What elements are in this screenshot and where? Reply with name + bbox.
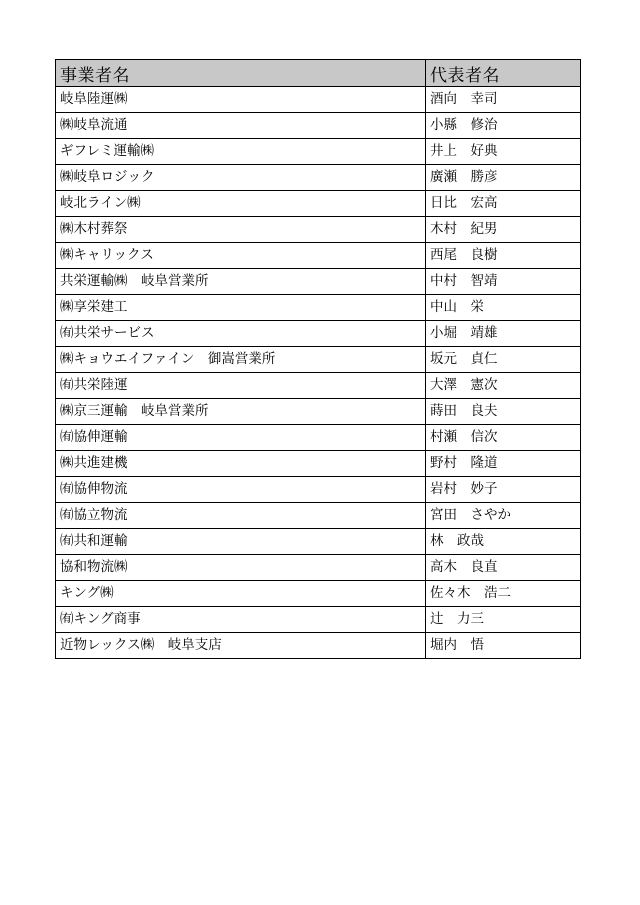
representative-name-cell: 小堀 靖雄	[426, 321, 581, 347]
operator-name-cell: ㈲共栄サービス	[56, 321, 426, 347]
operator-name-cell: ㈱享栄建工	[56, 295, 426, 321]
representative-name-cell: 村瀬 信次	[426, 425, 581, 451]
representative-name-cell: 中村 智靖	[426, 269, 581, 295]
table-row	[56, 399, 581, 425]
operator-name-cell: キング㈱	[56, 581, 426, 607]
operator-name-cell: ㈲協伸物流	[56, 477, 426, 503]
table-row	[56, 347, 581, 373]
operator-name-cell: ㈲キング商事	[56, 607, 426, 633]
representative-name-cell: 佐々木 浩二	[426, 581, 581, 607]
operator-name-cell: ㈱キョウエイファイン 御嵩営業所	[56, 347, 426, 373]
table-row	[56, 425, 581, 451]
representative-name-cell: 辻 力三	[426, 607, 581, 633]
table-row	[56, 269, 581, 295]
table-row	[56, 477, 581, 503]
operator-name-cell: 岐北ライン㈱	[56, 191, 426, 217]
table-row	[56, 451, 581, 477]
representative-name-cell: 西尾 良樹	[426, 243, 581, 269]
table-row	[56, 191, 581, 217]
operator-table	[55, 59, 581, 659]
operator-name-cell: ㈲共栄陸運	[56, 373, 426, 399]
table-row	[56, 165, 581, 191]
operator-name-cell: ㈲協伸運輸	[56, 425, 426, 451]
table-body	[56, 87, 581, 659]
representative-name-cell: 宮田 さやか	[426, 503, 581, 529]
table-row	[56, 295, 581, 321]
table-row	[56, 555, 581, 581]
operator-name-cell: 共栄運輸㈱ 岐阜営業所	[56, 269, 426, 295]
representative-name-cell: 岩村 妙子	[426, 477, 581, 503]
operator-name-cell: ㈲協立物流	[56, 503, 426, 529]
header-representative-name: 代表者名	[426, 60, 581, 87]
representative-name-cell: 小縣 修治	[426, 113, 581, 139]
representative-name-cell: 日比 宏高	[426, 191, 581, 217]
header-operator-name: 事業者名	[56, 60, 426, 87]
representative-name-cell: 大澤 憲次	[426, 373, 581, 399]
table-row	[56, 87, 581, 113]
table-row	[56, 139, 581, 165]
operator-name-cell: 近物レックス㈱ 岐阜支店	[56, 633, 426, 659]
table-row	[56, 373, 581, 399]
representative-name-cell: 中山 栄	[426, 295, 581, 321]
operator-name-cell: ㈲共和運輸	[56, 529, 426, 555]
operator-name-cell: 岐阜陸運㈱	[56, 87, 426, 113]
representative-name-cell: 堀内 悟	[426, 633, 581, 659]
operator-name-cell: ギフレミ運輸㈱	[56, 139, 426, 165]
representative-name-cell: 坂元 貞仁	[426, 347, 581, 373]
table-row	[56, 503, 581, 529]
table-row	[56, 529, 581, 555]
table-row	[56, 581, 581, 607]
representative-name-cell: 酒向 幸司	[426, 87, 581, 113]
operator-name-cell: 協和物流㈱	[56, 555, 426, 581]
representative-name-cell: 井上 好典	[426, 139, 581, 165]
representative-name-cell: 林 政哉	[426, 529, 581, 555]
table-row	[56, 607, 581, 633]
representative-name-cell: 木村 紀男	[426, 217, 581, 243]
representative-name-cell: 野村 隆道	[426, 451, 581, 477]
table-row	[56, 217, 581, 243]
operator-name-cell: ㈱共進建機	[56, 451, 426, 477]
table-row	[56, 321, 581, 347]
operator-name-cell: ㈱キャリックス	[56, 243, 426, 269]
table-row	[56, 633, 581, 659]
operator-name-cell: ㈱岐阜ロジック	[56, 165, 426, 191]
representative-name-cell: 廣瀬 勝彦	[426, 165, 581, 191]
operator-name-cell: ㈱京三運輸 岐阜営業所	[56, 399, 426, 425]
representative-name-cell: 蒔田 良夫	[426, 399, 581, 425]
operator-name-cell: ㈱岐阜流通	[56, 113, 426, 139]
table-row	[56, 113, 581, 139]
operator-name-cell: ㈱木村葬祭	[56, 217, 426, 243]
representative-name-cell: 高木 良直	[426, 555, 581, 581]
table-header-row	[56, 60, 581, 87]
table-row	[56, 243, 581, 269]
